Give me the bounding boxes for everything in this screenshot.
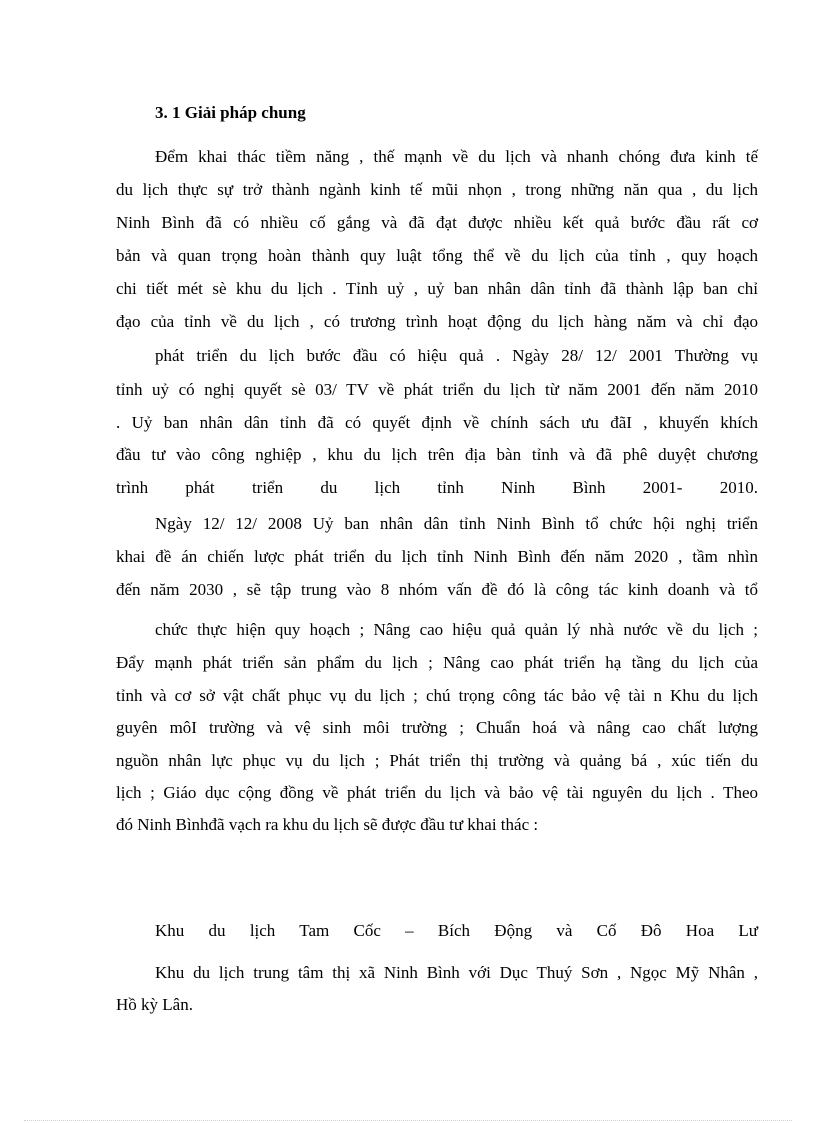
body-line: Ninh Bình đã có nhiều cố gắng và đã đạt được nhiều kết quả bước đầu rất cơ (116, 213, 758, 232)
body-line: Ngày 12/ 12/ 2008 Uỷ ban nhân dân tỉnh Ninh Bình tổ chức hội nghị triển (155, 514, 758, 533)
body-line: nguồn nhân lực phục vụ du lịch ; Phát triển thị trường và quảng bá , xúc tiến du (116, 751, 758, 770)
body-line: đạo của tỉnh về du lịch , có trương trình hoạt động du lịch hàng năm và chỉ đạo (116, 312, 758, 331)
body-line: bản và quan trọng hoàn thành quy luật tổng thể về du lịch của tỉnh , quy hoạch (116, 246, 758, 265)
list-item-continuation: Hồ kỳ Lân. (116, 995, 193, 1014)
body-line: . Uỷ ban nhân dân tỉnh đã có quyết định về chính sách ưu đãI , khuyến khích (116, 413, 758, 432)
body-line: đó Ninh Bìnhđã vạch ra khu du lịch sẽ được đầu tư khai thác : (116, 815, 539, 834)
page-bottom-rule (24, 1120, 792, 1121)
body-line: Đẩy mạnh phát triển sản phẩm du lịch ; Nâng cao phát triển hạ tầng du lịch của (116, 653, 758, 672)
body-line: tỉnh và cơ sở vật chất phục vụ du lịch ; chú trọng công tác bảo vệ tài n Khu du lịch (116, 686, 758, 705)
body-line: tỉnh uỷ có nghị quyết sè 03/ TV về phát triển du lịch từ năm 2001 đến năm 2010 (116, 380, 758, 399)
body-line: guyên môI trường và vệ sinh môi trường ; Chuẩn hoá và nâng cao chất lượng (116, 718, 758, 737)
body-line: đến năm 2030 , sẽ tập trung vào 8 nhóm vấn đề đó là công tác kinh doanh và tổ (116, 580, 758, 599)
list-item: Khu du lịch trung tâm thị xã Ninh Bình với Dục Thuý Sơn , Ngọc Mỹ Nhân , (155, 963, 758, 982)
body-line: du lịch thực sự trở thành ngành kinh tế mũi nhọn , trong những năn qua , du lịch (116, 180, 758, 199)
body-line: chi tiết mét sè khu du lịch . Tỉnh uỷ , uỷ ban nhân dân tỉnh đã thành lập ban chỉ (116, 279, 758, 298)
body-line: phát triển du lịch bước đầu có hiệu quả . Ngày 28/ 12/ 2001 Thường vụ (155, 346, 758, 365)
body-line: chức thực hiện quy hoạch ; Nâng cao hiệu quả quản lý nhà nước về du lịch ; (155, 620, 758, 639)
body-line: đầu tư vào công nghiệp , khu du lịch trên địa bàn tỉnh và đã phê duyệt chương (116, 445, 758, 464)
body-line: Đểm khai thác tiềm năng , thế mạnh về du lịch và nhanh chóng đưa kinh tế (155, 147, 758, 166)
body-line: lịch ; Giáo dục cộng đồng về phát triển du lịch và bảo vệ tài nguyên du lịch . Theo (116, 783, 758, 802)
body-line: trình phát triển du lịch tỉnh Ninh Bình 2001- 2010. (116, 478, 758, 497)
list-item: Khu du lịch Tam Cốc – Bích Động và Cố Đô Hoa Lư (155, 921, 758, 940)
body-line: khai đề án chiến lược phát triển du lịch tỉnh Ninh Bình đến năm 2020 , tầm nhìn (116, 547, 758, 566)
section-heading: 3. 1 Giải pháp chung (155, 103, 306, 122)
